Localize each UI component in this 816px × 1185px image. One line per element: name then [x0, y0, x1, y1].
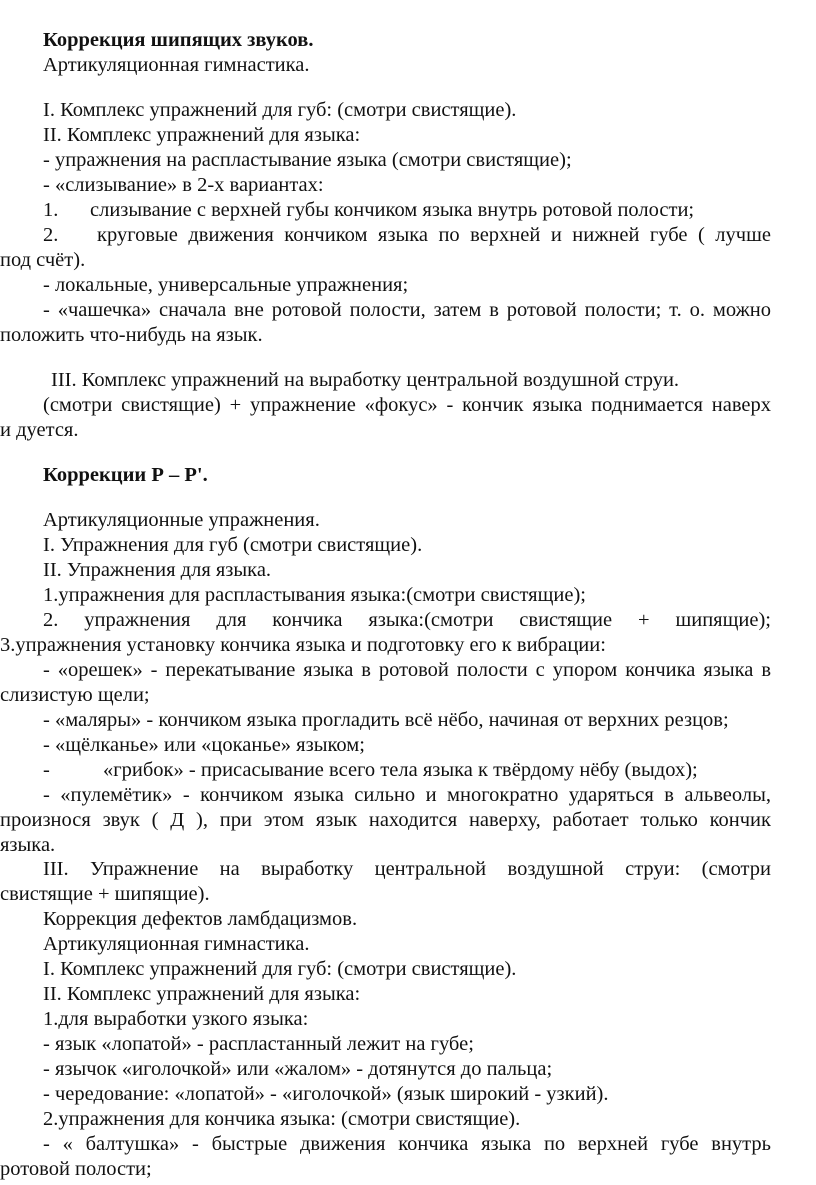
section-subtitle: Артикуляционная гимнастика.: [43, 933, 310, 956]
text-line: языка.: [0, 833, 56, 856]
text-line: - «слизывание» в 2-х вариантах:: [43, 173, 324, 196]
list-number: 2.: [43, 223, 59, 246]
text-line: произнося звук ( Д ), при этом язык находится наверху, работает только кончик: [0, 808, 771, 831]
text-line: I. Упражнения для губ (смотри свистящие).: [43, 533, 423, 556]
text-line: - « балтушка» - быстрые движения кончика языка по верхней губе внутрь: [43, 1133, 771, 1156]
text-line: I. Комплекс упражнений для губ: (смотри свистящие).: [43, 958, 517, 981]
text-line: 2.упражнения для кончика языка: (смотри свистящие).: [43, 1108, 521, 1131]
list-item-text: слизывание с верхней губы кончиком языка внутрь ротовой полости;: [90, 198, 695, 221]
text-line: - язычок «иголочкой» или «жалом» - дотянутся до пальца;: [43, 1058, 553, 1081]
text-line: - «щёлканье» или «цоканье» языком;: [43, 733, 365, 756]
list-dash: -: [43, 758, 50, 781]
text-line: свистящие + шипящие).: [0, 883, 210, 906]
text-line: - упражнения на распластывание языка (смотри свистящие);: [43, 148, 572, 171]
text-line: - локальные, универсальные упражнения;: [43, 273, 409, 296]
text-line: ротовой полости;: [0, 1158, 152, 1181]
text-line: 3.упражнения установку кончика языка и подготовку его к вибрации:: [0, 633, 606, 656]
list-item-text: круговые движения кончиком языка по верхней и нижней губе ( лучше: [97, 223, 771, 246]
text-line: слизистую щели;: [0, 683, 150, 706]
text-line: III. Комплекс упражнений на выработку центральной воздушной струи.: [51, 368, 680, 391]
text-line: II. Комплекс упражнений для языка:: [43, 123, 361, 146]
text-line: (смотри свистящие) + упражнение «фокус» - кончик языка поднимается наверх: [43, 393, 771, 416]
section-subtitle: Артикуляционные упражнения.: [43, 508, 320, 531]
text-line: - «орешек» - перекатывание языка в ротовой полости с упором кончика языка в: [43, 658, 771, 681]
text-line: 1.упражнения для распластывания языка:(смотри свистящие);: [43, 583, 586, 606]
text-line: III. Упражнение на выработку центральной воздушной струи: (смотри: [43, 858, 771, 881]
text-line: - «маляры» - кончиком языка прогладить всё нёбо, начиная от верхних резцов;: [43, 708, 729, 731]
list-number: 1.: [43, 198, 59, 221]
text-line: II. Комплекс упражнений для языка:: [43, 983, 361, 1006]
text-line: - «чашечка» сначала вне ротовой полости, затем в ротовой полости; т. о. можно: [43, 298, 771, 321]
section-title-lambdacism: Коррекция дефектов ламбдацизмов.: [43, 908, 358, 931]
text-line: и дуется.: [0, 418, 79, 441]
text-line: II. Упражнения для языка.: [43, 558, 272, 581]
text-line: - «пулемётик» - кончиком языка сильно и многократно ударяться в альвеолы,: [43, 783, 771, 806]
section-title-hissing: Коррекция шипящих звуков.: [43, 28, 314, 51]
text-line: I. Комплекс упражнений для губ: (смотри свистящие).: [43, 98, 517, 121]
text-line: «грибок» - присасывание всего тела языка к твёрдому нёбу (выдох);: [103, 758, 698, 781]
text-line: под счёт).: [0, 248, 86, 271]
text-line: - чередование: «лопатой» - «иголочкой» (язык широкий - узкий).: [43, 1083, 609, 1106]
text-line: 2. упражнения для кончика языка:(смотри свистящие + шипящие);: [43, 608, 771, 631]
section-subtitle: Артикуляционная гимнастика.: [43, 53, 310, 76]
section-title-r: Коррекции Р – Р'.: [43, 463, 208, 486]
text-line: 1.для выработки узкого языка:: [43, 1008, 309, 1031]
text-line: положить что-нибудь на язык.: [0, 323, 263, 346]
text-line: - язык «лопатой» - распластанный лежит на губе;: [43, 1033, 474, 1056]
